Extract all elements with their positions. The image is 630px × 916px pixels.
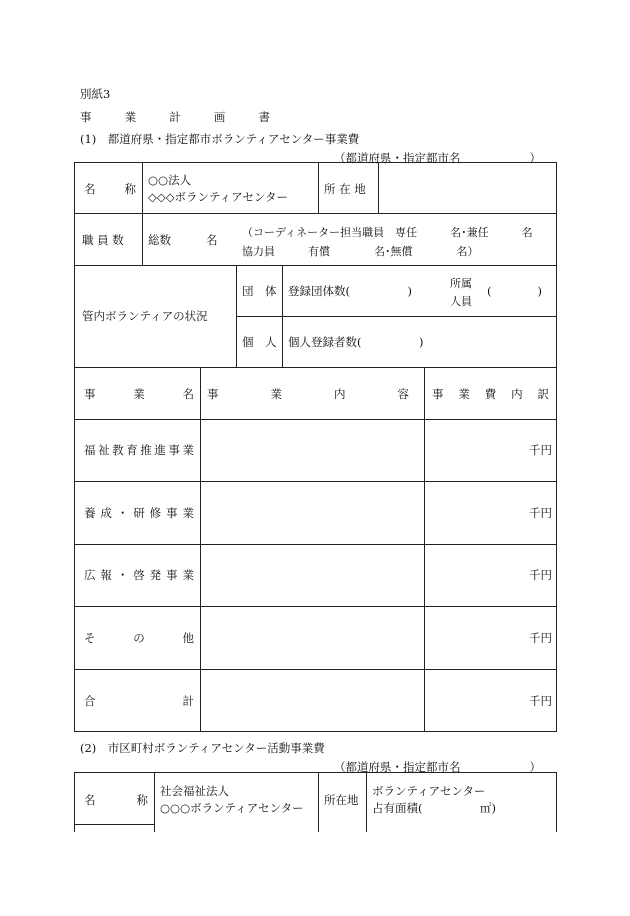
char: 事 xyxy=(84,387,96,401)
registered-individuals: 個人登録者数( ) xyxy=(288,335,424,349)
cost-unit-row-3: 千円 xyxy=(529,568,552,582)
char: 名 xyxy=(182,387,194,401)
affiliation-count: ( ) xyxy=(487,284,542,298)
document-title xyxy=(80,109,270,125)
char: 計 xyxy=(169,110,181,124)
char: 啓 xyxy=(133,568,145,582)
project-name-row-3 xyxy=(84,567,194,583)
staff-count-label: 職 員 数 xyxy=(82,233,124,247)
section2-title: (2) 市区町村ボランティアセンター活動事業費 xyxy=(80,741,325,755)
group-label: 団 体 xyxy=(242,284,277,298)
char: 合 xyxy=(84,693,96,708)
char: 他 xyxy=(182,630,194,645)
char: 称 xyxy=(136,793,148,807)
char: 業 xyxy=(458,387,470,401)
char: 訳 xyxy=(537,387,549,401)
char: 容 xyxy=(397,387,409,401)
char: 業 xyxy=(270,387,282,401)
center-name: ◇◇◇ボランティアセンター xyxy=(148,190,289,204)
attachment-number: 別紙3 xyxy=(80,87,111,101)
char: 内 xyxy=(334,387,346,401)
char: 計 xyxy=(182,693,194,708)
project-name-row-2 xyxy=(84,505,194,521)
name-label xyxy=(84,181,136,197)
location-label: 所 在 地 xyxy=(324,182,366,196)
cost-unit-row-4: 千円 xyxy=(529,630,552,645)
column-header-project-content xyxy=(207,386,409,402)
char: 称 xyxy=(124,182,136,196)
registered-groups: 登録団体数( ) xyxy=(288,284,412,298)
char: 業 xyxy=(182,443,194,457)
section2-center-name: ○○○ボランティアセンター xyxy=(160,801,304,815)
section2-prefecture-label: （都道府県・指定都市名 ） xyxy=(334,760,541,774)
char: 費 xyxy=(484,387,497,401)
column-header-project-name xyxy=(84,386,194,402)
column-header-cost-breakdown xyxy=(432,386,549,402)
char: 養 xyxy=(84,505,96,520)
char: 研 xyxy=(133,505,145,520)
cost-unit-row-5: 千円 xyxy=(529,693,552,708)
project-name-row-5 xyxy=(84,693,194,709)
char: 育 xyxy=(126,443,138,457)
total-label: 総数 xyxy=(148,233,171,247)
char: 事 xyxy=(432,387,444,401)
char: 発 xyxy=(149,568,162,582)
section2-location-label: 所在地 xyxy=(324,793,359,807)
char: 内 xyxy=(511,387,523,401)
char: 名 xyxy=(84,182,96,196)
volunteer-status-label: 管内ボランティアの状況 xyxy=(82,309,208,323)
section1-title: (1) 都道府県・指定都市ボランティアセンター事業費 xyxy=(80,132,360,146)
char: 業 xyxy=(133,387,145,401)
char: 書 xyxy=(258,110,270,124)
char: 業 xyxy=(182,568,194,582)
char: 事 xyxy=(80,110,92,124)
section1-prefecture-label: （都道府県・指定都市名 ） xyxy=(334,151,541,165)
project-name-row-1 xyxy=(84,442,194,458)
individual-label: 個 人 xyxy=(242,335,277,349)
char: 福 xyxy=(84,443,96,457)
coordinator-staff-line: （コーディネーター担当職員 専任 名･兼任 名 xyxy=(242,226,533,239)
affiliation-label-2: 人員 xyxy=(450,295,472,308)
section2-organization-type: 社会福祉法人 xyxy=(160,784,229,798)
section2-name-label xyxy=(84,792,148,808)
organization-type: ○○法人 xyxy=(148,173,192,187)
location-value xyxy=(384,172,552,208)
char: 教 xyxy=(112,443,124,457)
char: 事 xyxy=(168,443,180,457)
char: 名 xyxy=(84,793,96,807)
char: 広 xyxy=(84,568,96,582)
char: 報 xyxy=(100,568,112,582)
section2-center-label: ボランティアセンター xyxy=(372,784,486,798)
cost-unit-row-1: 千円 xyxy=(529,443,552,457)
char: 画 xyxy=(213,110,226,124)
char: ・ xyxy=(116,568,129,582)
char: 事 xyxy=(166,505,178,520)
affiliation-label-1: 所属 xyxy=(450,277,472,290)
char: 推 xyxy=(140,443,152,457)
section2-occupied-area: 占有面積( ㎡) xyxy=(372,801,496,815)
cost-unit-row-2: 千円 xyxy=(529,505,552,520)
char: 業 xyxy=(124,110,137,124)
project-name-row-4 xyxy=(84,630,194,646)
char: 事 xyxy=(207,387,219,401)
total-unit: 名 xyxy=(206,233,218,247)
char: 事 xyxy=(166,568,178,582)
char: ・ xyxy=(116,505,129,520)
char: 祉 xyxy=(98,443,110,457)
char: 成 xyxy=(100,505,112,520)
char: の xyxy=(133,630,145,645)
char: 業 xyxy=(182,505,194,520)
char: そ xyxy=(84,630,96,645)
char: 修 xyxy=(149,505,162,520)
cooperator-line: 協力員 有償 名･無償 名） xyxy=(242,245,479,258)
char: 進 xyxy=(154,443,166,457)
